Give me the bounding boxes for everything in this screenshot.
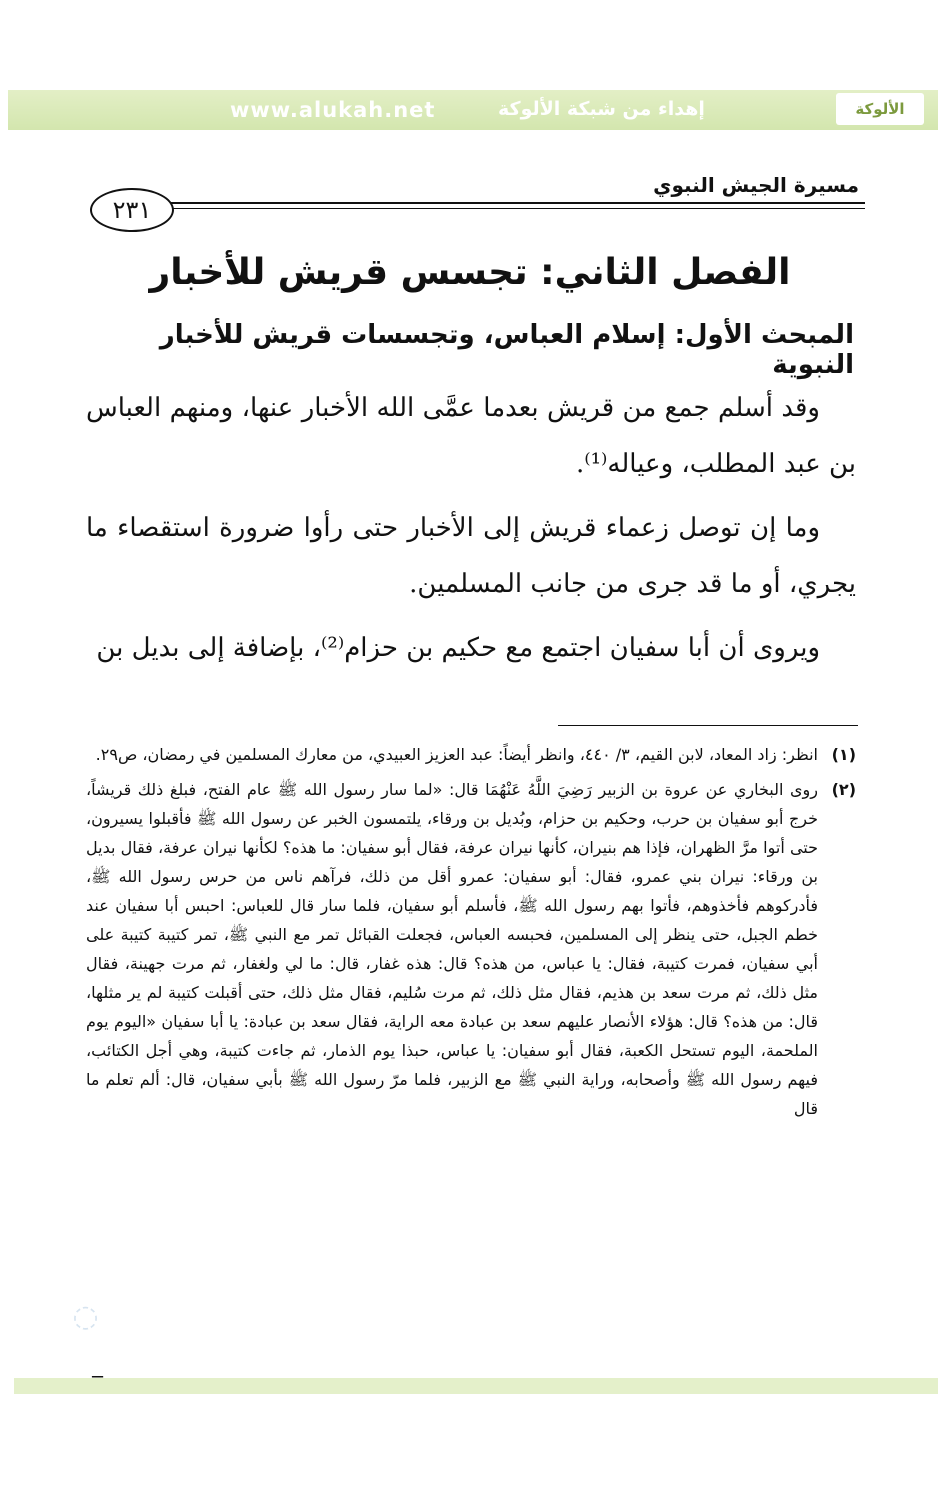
- paragraph-1: وقد أسلم جمع من قريش بعدما عمَّى الله الأخبار عنها، ومنهم العباس بن عبد المطلب، وعياله⁽¹⁾.: [86, 393, 856, 479]
- footnote-separator: [558, 725, 858, 726]
- section-title: المبحث الأول: إسلام العباس، وتجسسات قريش للأخبار النبوية: [159, 320, 854, 380]
- banner-url[interactable]: www.alukah.net: [230, 98, 436, 122]
- footnotes: [86, 740, 856, 1129]
- watermark-logo-icon: ◌: [72, 1299, 99, 1334]
- bottom-bar: [14, 1378, 938, 1394]
- alukah-logo: الألوكة: [836, 93, 924, 125]
- footnote-1: [86, 740, 856, 769]
- top-banner: [8, 90, 938, 130]
- paragraph-2: وما إن توصل زعماء قريش إلى الأخبار حتى رأوا ضرورة استقصاء ما يجري، أو ما قد جرى من جانب المسلمين.: [86, 513, 856, 599]
- running-title: مسيرة الجيش النبوي: [653, 173, 859, 197]
- footnote-2: [86, 775, 856, 1123]
- body-text: [86, 380, 856, 684]
- chapter-title: الفصل الثاني: تجسس قريش للأخبار: [149, 252, 791, 293]
- paragraph-3: ويروى أن أبا سفيان اجتمع مع حكيم بن حزام⁽²⁾، بإضافة إلى بديل بن: [96, 633, 820, 663]
- page-number: ٢٣١: [90, 188, 174, 232]
- banner-text: إهداء من شبكة الألوكة: [498, 98, 705, 120]
- footnote-number: (١): [831, 745, 856, 764]
- footnote-number: (٢): [831, 780, 856, 799]
- footnote-text: روى البخاري عن عروة بن الزبير رَضِيَ اللَّهُ عَنْهُمَا قال: «لما سار رسول الله ﷺ عام الفتح، فبلغ ذلك قريشاً، خرج أبو سفيان بن حرب، وحكيم بن حزام، وبُديل بن ورقاء، يلتمسون الخبر عن رسول الله ﷺ فأقبلوا يسيرون، حتى أتوا مرَّ الظهران، فإذا هم بنيران، كأنها نيران عرفة، فقال أبو سفيان: ما هذه؟ لكأنها نيران عرفة، فقال بديل بن ورقاء: نيران بني عمرو، فقال: أبو سفيان: عمرو أقل من ذلك، فرآهم ناس من حرس رسول الله ﷺ، فأدركوهم فأخذوهم، فأتوا بهم رسول الله ﷺ، فأسلم أبو سفيان، فلما سار قال للعباس: احبس أبا سفيان عند خطم الجبل، حتى ينظر إلى المسلمين، فحبسه العباس، فجعلت القبائل تمر مع النبي ﷺ، تمر كتيبة كتيبة على أبي سفيان، فمرت كتيبة، فقال: يا عباس، من هذه؟ قال: هذه غفار، قال: ما لي ولغفار، ثم مرت جهينة، فقال مثل ذلك، ثم مرت سعد بن هذيم، فقال مثل ذلك، ثم مرت سُليم، فقال مثل ذلك، حتى أقبلت كتيبة لم ير مثلها، قال: من هذه؟ قال: هؤلاء الأنصار عليهم سعد بن عبادة معه الراية، فقال سعد بن عبادة: يا أبا سفيان «اليوم يوم الملحمة، اليوم تستحل الكعبة، فقال أبو سفيان: يا عباس، حبذا يوم الذمار، ثم جاءت كتيبة، وهي أجل الكتائب، فيهم رسول الله ﷺ وأصحابه، وراية النبي ﷺ مع الزبير، فلما مرّ رسول الله ﷺ بأبي سفيان، قال: ألم تعلم ما قال: [86, 780, 818, 1118]
- footnote-text: انظر: زاد المعاد، لابن القيم، ٣/ ٤٤٠، وانظر أيضاً: عبد العزيز العبيدي، من معارك المسلمين في رمضان، ص٢٩.: [95, 745, 818, 764]
- header-rule-thin: [165, 208, 865, 209]
- header-rule: [165, 202, 865, 204]
